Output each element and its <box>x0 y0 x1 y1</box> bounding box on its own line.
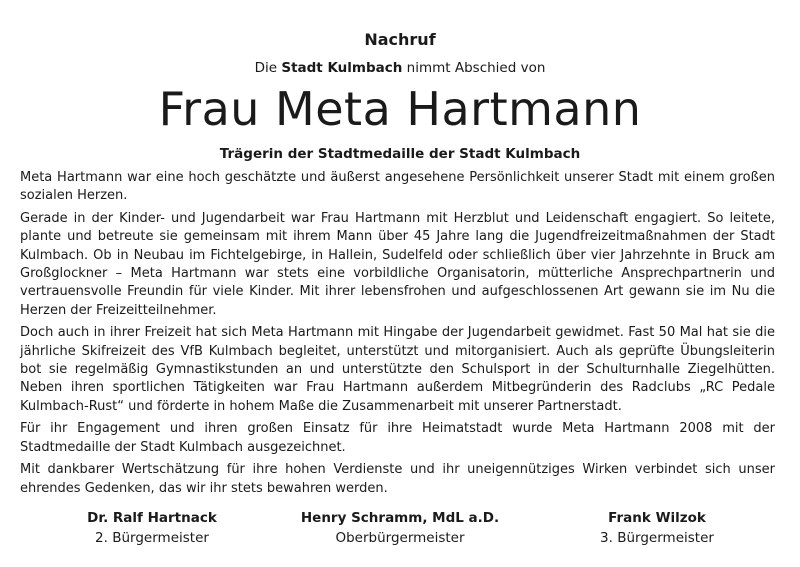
signatory-name: Henry Schramm, MdL a.D. <box>300 510 500 526</box>
signatory-deputy-mayor-3 <box>537 509 777 547</box>
signatory-lord-mayor <box>280 509 520 547</box>
signatory-name: Frank Wilzok <box>608 510 706 526</box>
intro-city: Stadt Kulmbach <box>281 60 403 76</box>
signature-block <box>0 509 800 549</box>
signatory-role: Oberbürgermeister <box>335 530 465 546</box>
body-paragraph: Doch auch in ihrer Freizeit hat sich Meta Hartmann mit Hingabe der Jugendarbeit gewidmet. Fast 50 Mal hat sie die jährliche Skifreizeit des VfB Kulmbach begleitet, unterstützt und mitorganisiert. Auch als geprüfte Übungsleiterin bot sie regelmäßig Gymnastikstunden an und unterstützte den Schulsport in der Schulturnhalle Ziegelhütten. Neben ihren sportlichen Tätigkeiten war Frau Hartmann außerdem Mitbegründerin des Radclubs „RC Pedale Kulmbach-Rust“ und förderte in hohem Maße die Zusammenarbeit mit unserer Partnerstadt. <box>20 325 775 414</box>
notice-heading: Nachruf <box>364 30 436 49</box>
signatory-deputy-mayor-2 <box>32 509 272 547</box>
body-paragraph: Meta Hartmann war eine hoch geschätzte und äußerst angesehene Persönlichkeit unserer Stadt mit einem großen sozialen Herzen. <box>20 170 775 204</box>
intro-before: Die <box>254 60 282 76</box>
intro-after: nimmt Abschied von <box>402 60 546 76</box>
body-paragraph: Für ihr Engagement und ihren großen Einsatz für ihre Heimatstadt wurde Meta Hartmann 2008 mit der Stadtmedaille der Stadt Kulmbach ausgezeichnet. <box>20 421 775 455</box>
honor-line: Trägerin der Stadtmedaille der Stadt Kulmbach <box>219 146 581 162</box>
signatory-name: Dr. Ralf Hartnack <box>87 510 217 526</box>
obituary-body <box>20 169 775 502</box>
deceased-name: Frau Meta Hartmann <box>158 82 642 136</box>
body-paragraph: Mit dankbarer Wertschätzung für ihre hohen Verdienste und ihr uneigennütziges Wirken verbindet sich unser ehrendes Gedenken, das wir ihr stets bewahren werden. <box>20 462 775 496</box>
body-paragraph: Gerade in der Kinder- und Jugendarbeit war Frau Hartmann mit Herzblut und Leidenschaft engagiert. So leitete, plante und betreute sie gemeinsam mit ihrem Mann über 45 Jahre lang die Jugendfreizeitmaßnahmen der Stadt Kulmbach. Ob in Neubau im Fichtelgebirge, in Hallein, Sudelfeld oder schließlich über vier Jahrzehnte in Bruck am Großglockner – Meta Hartmann war stets eine vorbildliche Organisatorin, mütterliche Ansprechpartnerin und vertrauensvolle Freundin für viele Kinder. Mit ihrer lebensfrohen und aufgeschlossenen Art gewann sie im Nu die Herzen der Freizeitteilnehmer. <box>20 210 775 318</box>
signatory-role: 2. Bürgermeister <box>95 530 209 546</box>
signatory-role: 3. Bürgermeister <box>600 530 714 546</box>
intro-line <box>0 59 800 77</box>
